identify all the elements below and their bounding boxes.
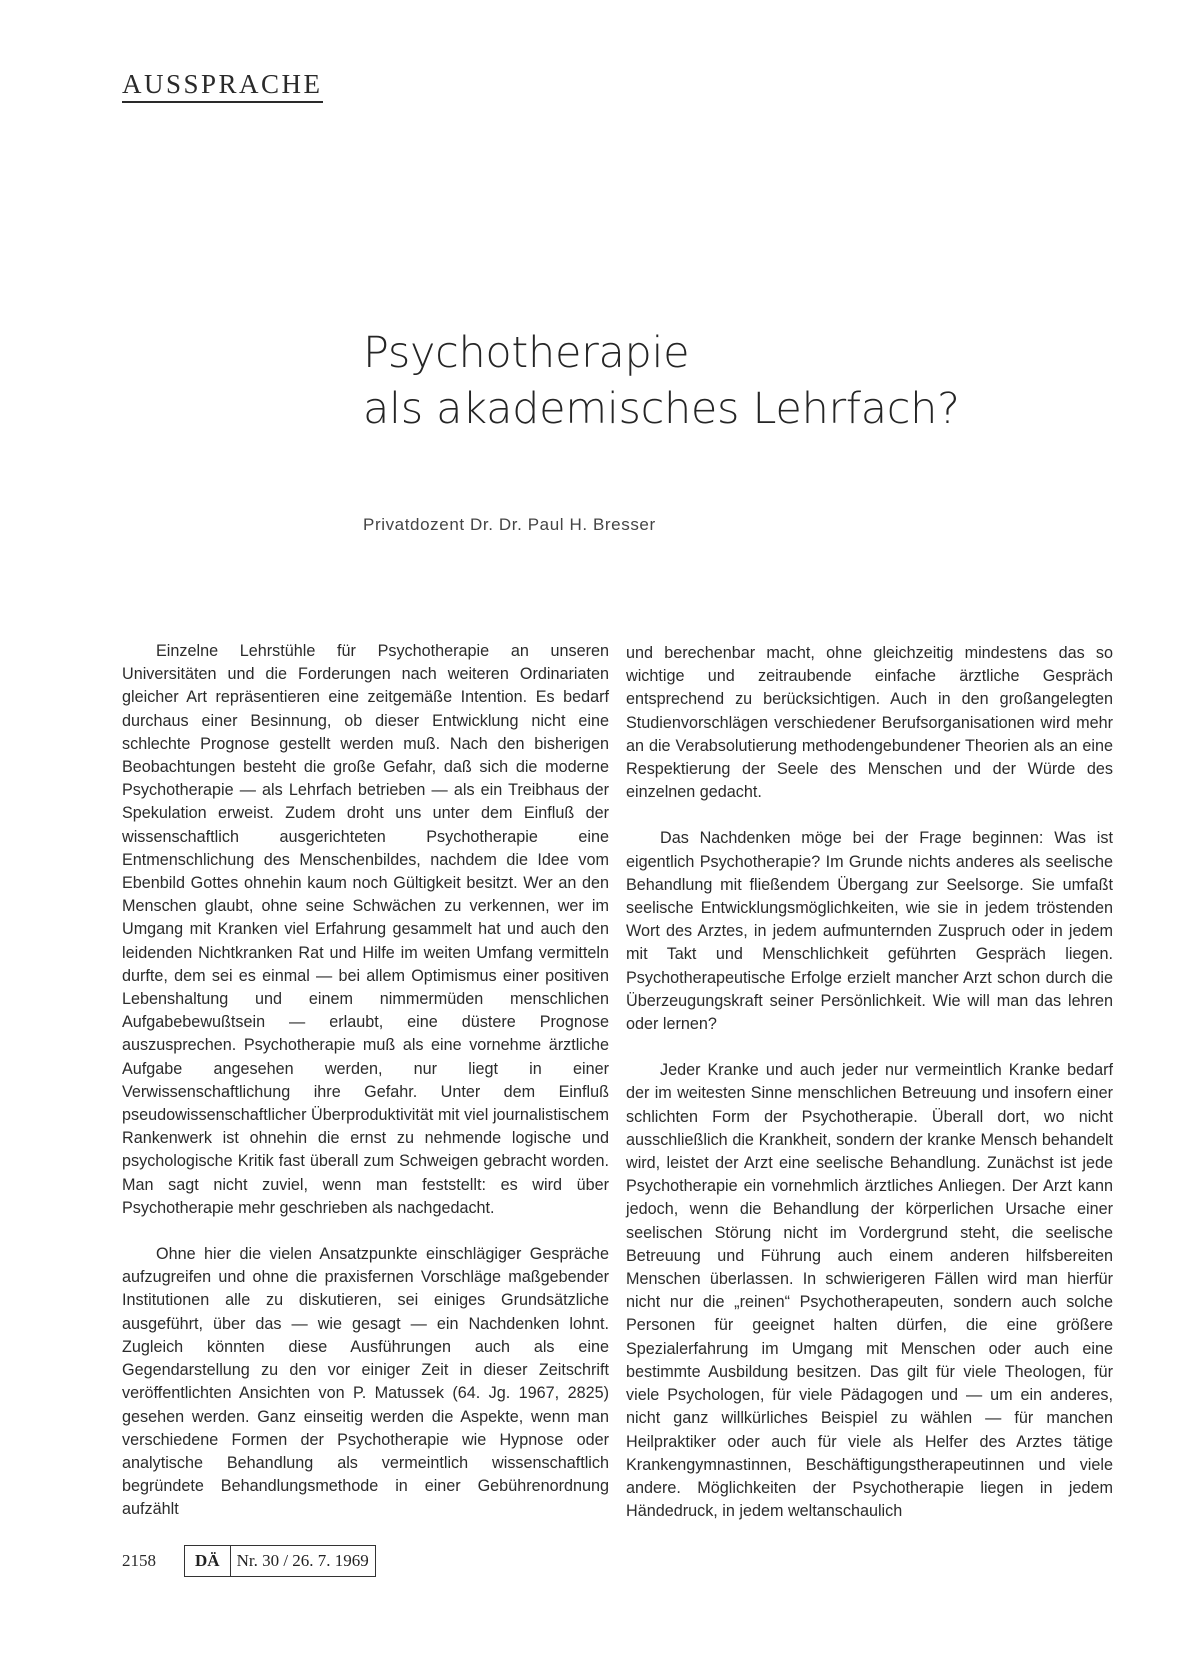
article-title (363, 325, 960, 437)
paragraph: Das Nachdenken möge bei der Frage beginnen: Was ist eigentlich Psychotherapie? Im Grunde nichts anderes als seelische Behandlung mit fließendem Übergang zur Seelsorge. Sie umfaßt seelische Entwicklungsmöglichkeiten, wie sie in jedem tröstenden Wort des Arztes, in jedem aufmunternden Zuspruch oder in jedem mit Takt und Menschlichkeit geführten Gespräch liegen. Psychotherapeutische Erfolge erzielt mancher Arzt schon durch die Überzeugungskraft seiner Persönlichkeit. Wie will man das lehren oder lernen? (626, 829, 1113, 1034)
paragraph: Jeder Kranke und auch jeder nur vermeintlich Kranke bedarf der im weitesten Sinne menschlichen Betreuung und insofern einer schlichten Form der Psychotherapie. Überall dort, wo nicht ausschließlich die Krankheit, sondern der kranke Mensch behandelt wird, leistet der Arzt eine seelische Behandlung. Zunächst ist jede Psychotherapie ein vornehmlich ärztliches Anliegen. Der Arzt kann jedoch, wenn die Behandlung der körperlichen Ursache einer seelischen Störung nicht im Vordergrund steht, die seelische Betreuung und Führung auch einem anderen hilfsbereiten Menschen überlassen. In schwierigeren Fällen wird man hierfür nicht nur die „reinen“ Psychotherapeuten, sondern auch solche Personen für geeignet halten dürfen, die eine größere Spezialerfahrung im Umgang mit Menschen oder auch eine bestimmte Ausbildung besitzen. Das gilt für viele Theologen, für viele Psychologen, für viele Pädagogen und — um ein anderes, nicht ganz willkürliches Beispiel zu wählen — für manchen Heilpraktiker oder auch für viele als Helfer des Arztes tätige Krankengymnastinnen, Beschäftigungstherapeutinnen und viele andere. Möglichkeiten der Psychotherapie liegen in jedem Händedruck, in jedem weltanschaulich (626, 1061, 1113, 1521)
paragraph: und berechenbar macht, ohne gleichzeitig mindestens das so wichtige und zeitraubende einfache ärztliche Gespräch entsprechend zu berücksichtigen. Auch in den großangelegten Studienvorschlägen verschiedener Berufsorganisationen wird mehr an die Verabsolutierung methodengebundener Theorien als an eine Respektierung der Seele des Menschen und der Würde des einzelnen gedacht. (626, 644, 1113, 802)
paragraph: Einzelne Lehrstühle für Psychotherapie an unseren Universitäten und die Forderungen nach weiteren Ordinariaten gleicher Art repräsentieren eine zeitgemäße Intention. Es bedarf durchaus einer Besinnung, ob dieser Entwicklung nicht eine schlechte Prognose gestellt werden muß. Nach den bisherigen Beobachtungen besteht die große Gefahr, daß sich die moderne Psychotherapie — als Lehrfach betrieben — als ein Treibhaus der Spekulation erweist. Zudem droht uns unter dem Einfluß der wissenschaftlich ausgerichteten Psychotherapie eine Entmenschlichung des Menschenbildes, nachdem die Idee vom Ebenbild Gottes ohnehin kaum noch Gültigkeit besitzt. Wer an den Menschen glaubt, ohne seine Schwächen zu verkennen, wer im Umgang mit Kranken viel Erfahrung gesammelt hat und auch den leidenden Nichtkranken Rat und Hilfe im weiten Umfang vermitteln durfte, dem sei es einmal — bei allem Optimismus einer positiven Lebenshaltung und einem nimmermüden menschlichen Aufgabebewußtsein — erlaubt, eine düstere Prognose auszusprechen. Psychotherapie muß als eine vornehme ärztliche Aufgabe angesehen werden, nur liegt in einer Verwissenschaftlichung ihre Gefahr. Unter dem Einfluß pseudowissenschaftlicher Überproduktivität mit viel journalistischem Rankenwerk ist ohnehin die ernst zu nehmende logische und psychologische Kritik fast überall zum Schweigen gebracht worden. Man sagt nicht zuviel, wenn man feststellt: es wird über Psychotherapie mehr geschrieben als nachgedacht. (122, 642, 609, 1217)
paragraph: Ohne hier die vielen Ansatzpunkte einschlägiger Gespräche aufzugreifen und ohne die praxisfernen Vorschläge maßgebender Institutionen alle zu diskutieren, sei einiges Grundsätzliche ausgeführt, über das — wie gesagt — ein Nachdenken lohnt. Zugleich könnten diese Ausführungen auch als eine Gegendarstellung zu den vor einiger Zeit in dieser Zeitschrift veröffentlichten Ansichten von P. Matussek (64. Jg. 1967, 2825) gesehen werden. Ganz einseitig werden die Aspekte, wenn man verschiedene Formen der Psychotherapie wie Hypnose oder analytische Behandlung als vermeintlich wissenschaftlich begründete Behandlungsmethode in einer Gebührenordnung aufzählt (122, 1245, 609, 1519)
issue-info: Nr. 30 / 26. 7. 1969 (236, 1551, 369, 1570)
title-line-1: Psychotherapie (363, 328, 690, 378)
section-heading: AUSSPRACHE (122, 70, 323, 103)
author-byline: Privatdozent Dr. Dr. Paul H. Bresser (363, 515, 656, 534)
journal-masthead (184, 1545, 376, 1577)
title-line-2: als akademisches Lehrfach? (363, 384, 960, 434)
page-number: 2158 (122, 1551, 156, 1570)
journal-logo: DÄ (185, 1546, 231, 1576)
left-text-column (122, 640, 609, 1522)
page-footer (122, 1545, 376, 1577)
right-text-column (626, 642, 1113, 1523)
